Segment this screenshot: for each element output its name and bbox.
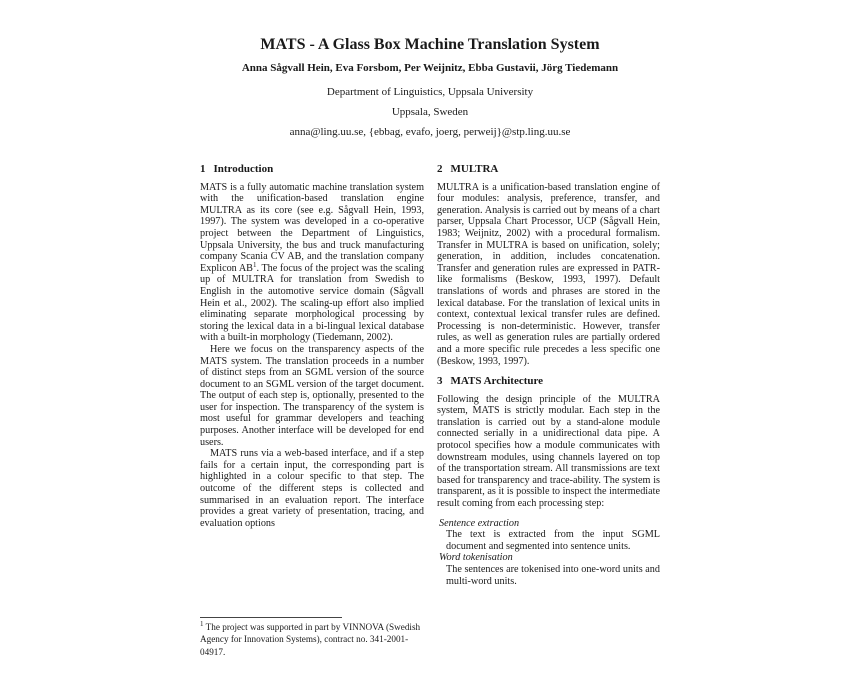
paper-title: MATS - A Glass Box Machine Translation System <box>260 36 600 53</box>
step-description: The text is extracted from the input SGML document and segmented into sentence units. <box>446 529 660 552</box>
footnote <box>200 621 426 658</box>
paper-header <box>0 36 860 143</box>
section-heading-introduction <box>200 164 424 176</box>
multra-paragraph: MULTRA is a unification-based translation engine of four modules: analysis, preference, transfer, and generation. Analysis is carried out by means of a chart parser, Uppsala Chart Processor, UCP (Sågvall Hein, 1983; Weijnitz, 2002) with a procedural formalism. Transfer in MULTRA is based on unification, solely; generation, in addition, includes concatenation. Transfer and generation rules are expressed in PATR-like formalisms (Beskow, 1993, 1997). Default translations of words and phrases are stored in the lexical database. For the translation of lexical units in context, contextual lexical transfer rules are defined. Processing is non-deterministic. However, transfer rules, as well as generation rules are partially ordered and a more specific rule precedes a less specific one (Beskow, 1993, 1997). <box>437 181 660 367</box>
author-emails: anna@ling.uu.se, {ebbag, evafo, joerg, perweij}@stp.ling.uu.se <box>289 126 571 138</box>
left-column <box>200 164 424 529</box>
architecture-paragraph: Following the design principle of the MULTRA system, MATS is strictly modular. Each step in the translation is carried out by a stand-alone module connected serially in a unidirectional data pipe. A protocol specifies how a module communicates with downstream modules, using channels layered on top of the transportation stream. All transmissions are text based for transparency and trace-ability. The system is transparent, as it is possible to inspect the intermediate result coming from each processing step: <box>437 393 660 510</box>
right-column <box>437 164 660 587</box>
footnote-divider <box>200 617 342 618</box>
step-description: The sentences are tokenised into one-word units and multi-word units. <box>446 564 660 587</box>
footnote-text: The project was supported in part by VINNOVA (Swedish Agency for Innovation Systems), contract no. 341-2001-04917. <box>200 622 421 657</box>
section-number: 1 <box>200 163 206 175</box>
affiliation-location: Uppsala, Sweden <box>391 106 469 118</box>
footnote-marker: 1 <box>252 260 257 269</box>
section-title: MATS Architecture <box>450 375 544 388</box>
affiliation-department: Department of Linguistics, Uppsala University <box>326 86 534 98</box>
author-list: Anna Sågvall Hein, Eva Forsbom, Per Weijnitz, Ebba Gustavii, Jörg Tiedemann <box>241 62 619 74</box>
intro-paragraph-3: MATS runs via a web-based interface, and if a step fails for a certain input, the corresponding part is highlighted in a colour specific to that step. The outcome of the different steps is collected and summarised in an evaluation report. The interface provides a great variety of presentation, tracing, and evaluation options <box>200 448 424 529</box>
intro-paragraph-1 <box>200 182 424 344</box>
section-number: 2 <box>437 163 443 175</box>
step-name: Word tokenisation <box>439 552 513 564</box>
section-title: Introduction <box>213 163 274 175</box>
section-number: 3 <box>437 375 443 388</box>
section-title: MULTRA <box>450 163 499 175</box>
footnote-number: 1 <box>200 620 204 628</box>
section-heading-multra <box>437 164 660 176</box>
intro-paragraph-2: Here we focus on the transparency aspects of the MATS system. The translation proceeds in a number of distinct steps from an SGML version of the source document to an SGML version of the target document. The output of each step is, optionally, presented to the user for inspection. The transparency of the system is most useful for grammar developers and teaching purposes. Another interface will be developed for end users. <box>200 343 424 448</box>
step-name: Sentence extraction <box>439 517 520 529</box>
intro-paragraph-1-text-b: . The focus of the project was the scaling up of MULTRA for translation from Swedish to English in the automotive service domain (Sågvall Hein et al., 2002). The scaling-up effort also implied eliminating separate morphological processing by storing the lexical data in a bi-lingual lexical database with a built-in morphology (Tiedemann, 2002). <box>200 262 424 344</box>
intro-paragraph-1-text-a: MATS is a fully automatic machine translation system with the unification-based translation engine MULTRA as its core (see e.g. Sågvall Hein, 1993, 1997). The system was developed in a co-operative project between the Department of Linguistics, Uppsala University, the bus and truck manufacturing company Scania CV AB, and the translation company Explicon AB <box>200 181 424 274</box>
section-heading-architecture <box>437 376 660 388</box>
